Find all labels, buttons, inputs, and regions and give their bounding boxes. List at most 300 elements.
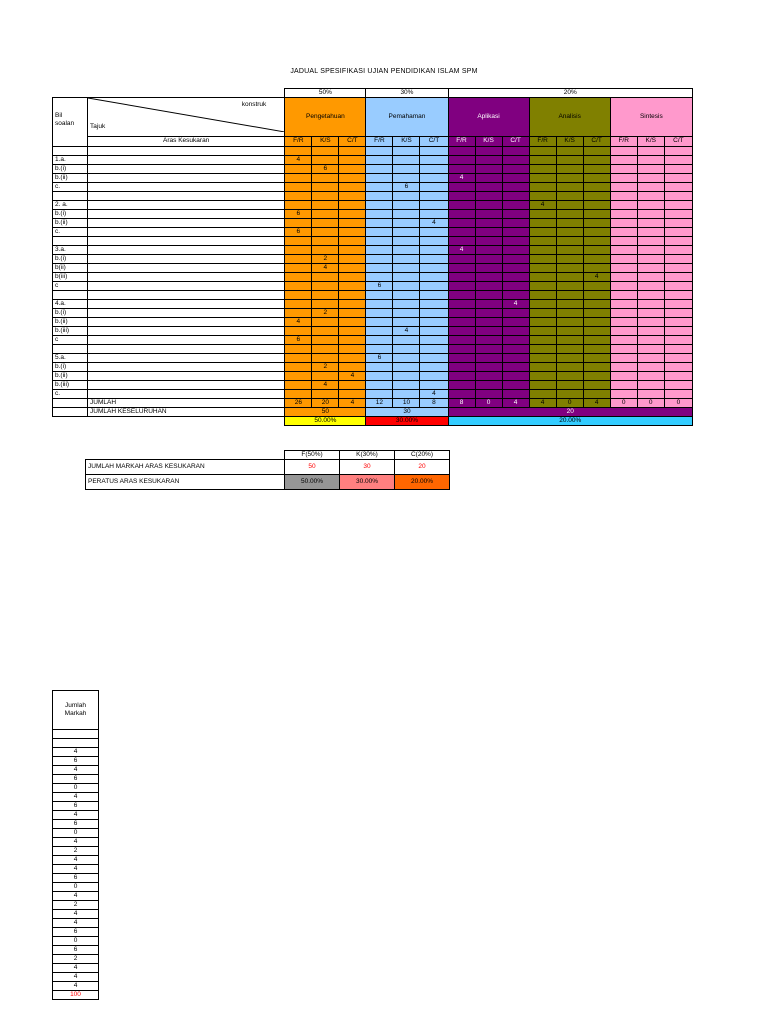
mark-cell (475, 282, 502, 291)
mark-cell (393, 381, 420, 390)
mark-cell (556, 165, 583, 174)
mark-cell (420, 327, 448, 336)
mark-cell (366, 219, 393, 228)
marks-cell: 6 (53, 820, 99, 829)
mark-cell (366, 156, 393, 165)
mark-cell (637, 381, 664, 390)
mark-cell (420, 372, 448, 381)
mark-cell (366, 246, 393, 255)
tajuk-cell (88, 354, 285, 363)
mark-cell: 4 (583, 273, 610, 282)
mark-cell (475, 336, 502, 345)
mark-cell (366, 174, 393, 183)
sub-header-cell: F/R (529, 136, 556, 146)
mark-cell (393, 345, 420, 354)
question-label: 5.a. (53, 354, 88, 363)
mark-cell: 4 (393, 327, 420, 336)
mark-cell (583, 318, 610, 327)
mark-cell (420, 300, 448, 309)
mark-cell (420, 192, 448, 201)
mark-cell (637, 291, 664, 300)
table-row (53, 318, 693, 327)
mark-cell: 6 (366, 282, 393, 291)
mark-cell (366, 381, 393, 390)
mark-cell: 2 (312, 363, 339, 372)
mark-cell (529, 174, 556, 183)
marks-header (53, 691, 99, 730)
marks-cell: 0 (53, 829, 99, 838)
summary-header-k: K(30%) (340, 451, 395, 460)
mark-cell (664, 192, 692, 201)
mark-cell (637, 183, 664, 192)
marks-row (53, 802, 99, 811)
mark-cell (420, 291, 448, 300)
jumlah-cell: 0 (637, 399, 664, 408)
construct-pengetahuan: Pengetahuan (285, 98, 366, 137)
mark-cell (502, 156, 529, 165)
mark-cell (556, 273, 583, 282)
mark-cell (393, 336, 420, 345)
marks-row (53, 901, 99, 910)
mark-cell (637, 318, 664, 327)
mark-cell (556, 156, 583, 165)
marks-row (53, 883, 99, 892)
sub-header-cell: F/R (285, 136, 312, 146)
mark-cell (285, 354, 312, 363)
table-row (53, 183, 693, 192)
mark-cell (529, 363, 556, 372)
marks-cell: 2 (53, 955, 99, 964)
mark-cell (502, 336, 529, 345)
mark-cell (637, 264, 664, 273)
mark-cell (475, 372, 502, 381)
mark-cell (529, 237, 556, 246)
mark-cell (420, 273, 448, 282)
mark-cell (610, 156, 637, 165)
question-label (53, 147, 88, 156)
table-row (53, 165, 693, 174)
mark-cell (502, 363, 529, 372)
mark-cell (610, 255, 637, 264)
mark-cell (312, 228, 339, 237)
mark-cell (285, 255, 312, 264)
table-row (53, 282, 693, 291)
mark-cell (475, 255, 502, 264)
mark-cell (664, 354, 692, 363)
question-rows (53, 147, 693, 399)
bil-soalan-header (53, 98, 88, 147)
question-label (53, 237, 88, 246)
mark-cell (393, 363, 420, 372)
mark-cell (366, 255, 393, 264)
percent-b: 30% (366, 89, 448, 98)
mark-cell (583, 246, 610, 255)
mark-cell (610, 309, 637, 318)
mark-cell (583, 192, 610, 201)
mark-cell: 4 (420, 390, 448, 399)
marks-cell: 0 (53, 784, 99, 793)
marks-cell: 6 (53, 946, 99, 955)
mark-cell (312, 183, 339, 192)
mark-cell (339, 354, 366, 363)
mark-cell (610, 390, 637, 399)
mark-cell (664, 327, 692, 336)
mark-cell (502, 174, 529, 183)
mark-cell (448, 354, 475, 363)
mark-cell (420, 255, 448, 264)
mark-cell (366, 210, 393, 219)
mark-cell: 4 (448, 174, 475, 183)
mark-cell (448, 282, 475, 291)
mark-cell (420, 228, 448, 237)
mark-cell (475, 309, 502, 318)
mark-cell (610, 219, 637, 228)
mark-cell (583, 228, 610, 237)
sub-header-cell: K/S (312, 136, 339, 146)
mark-cell (393, 147, 420, 156)
mark-cell (664, 381, 692, 390)
mark-cell (664, 300, 692, 309)
mark-cell (529, 318, 556, 327)
marks-cell: 2 (53, 847, 99, 856)
mark-cell (583, 372, 610, 381)
mark-cell (610, 201, 637, 210)
mark-cell (420, 336, 448, 345)
mark-cell (475, 228, 502, 237)
mark-cell: 4 (312, 264, 339, 273)
mark-cell (420, 201, 448, 210)
tajuk-cell (88, 390, 285, 399)
question-label: b.(i) (53, 165, 88, 174)
mark-cell (312, 354, 339, 363)
tajuk-cell (88, 147, 285, 156)
mark-cell (475, 192, 502, 201)
mark-cell (285, 237, 312, 246)
mark-cell (285, 381, 312, 390)
mark-cell (393, 291, 420, 300)
mark-cell (448, 390, 475, 399)
mark-cell (312, 237, 339, 246)
mark-cell: 6 (285, 210, 312, 219)
question-label: c. (53, 183, 88, 192)
mark-cell (664, 291, 692, 300)
mark-cell (583, 210, 610, 219)
bil-label: Bil (55, 112, 63, 119)
mark-cell (556, 354, 583, 363)
mark-cell (664, 255, 692, 264)
aras-kesukaran-label: Aras Kesukaran (88, 136, 285, 146)
mark-cell (339, 174, 366, 183)
mark-cell (502, 273, 529, 282)
mark-cell (366, 183, 393, 192)
mark-cell (393, 255, 420, 264)
mark-cell (285, 174, 312, 183)
marks-row (53, 973, 99, 982)
question-label: b.(i) (53, 210, 88, 219)
jumlah-cell: 0 (556, 399, 583, 408)
summary-markah-label: JUMLAH MARKAH ARAS KESUKARAN (86, 460, 285, 475)
mark-cell (448, 300, 475, 309)
table-row (53, 147, 693, 156)
marks-row (53, 820, 99, 829)
mark-cell (529, 165, 556, 174)
mark-cell (366, 390, 393, 399)
mark-cell (583, 147, 610, 156)
jumlah-cell: 26 (285, 399, 312, 408)
mark-cell (475, 363, 502, 372)
mark-cell (583, 165, 610, 174)
bottom-percent-b: 30.00% (366, 417, 448, 426)
mark-cell (475, 300, 502, 309)
marks-cell: 4 (53, 964, 99, 973)
mark-cell (393, 219, 420, 228)
mark-cell (393, 318, 420, 327)
mark-cell: 4 (339, 372, 366, 381)
table-row (53, 390, 693, 399)
bottom-percent-a: 50.00% (285, 417, 366, 426)
percent-row (53, 89, 693, 98)
mark-cell (312, 147, 339, 156)
mark-cell (285, 372, 312, 381)
construct-analisis: Analisis (529, 98, 610, 137)
mark-cell (502, 345, 529, 354)
table-row (53, 372, 693, 381)
mark-cell: 4 (502, 300, 529, 309)
mark-cell (529, 192, 556, 201)
marks-row (53, 910, 99, 919)
table-row (53, 255, 693, 264)
mark-cell (420, 264, 448, 273)
mark-cell (637, 363, 664, 372)
mark-cell (583, 282, 610, 291)
marks-cell: 4 (53, 910, 99, 919)
sub-header-cell: F/R (448, 136, 475, 146)
jumlah-cell: 4 (339, 399, 366, 408)
mark-cell (610, 210, 637, 219)
mark-cell (556, 327, 583, 336)
mark-cell (285, 327, 312, 336)
table-row (53, 381, 693, 390)
mark-cell (312, 372, 339, 381)
mark-cell (556, 147, 583, 156)
mark-cell: 4 (312, 381, 339, 390)
tajuk-cell (88, 363, 285, 372)
summary-markah-k: 30 (340, 460, 395, 475)
mark-cell (366, 228, 393, 237)
marks-cell: 6 (53, 802, 99, 811)
mark-cell (420, 246, 448, 255)
mark-cell (448, 309, 475, 318)
mark-cell (502, 255, 529, 264)
mark-cell (502, 246, 529, 255)
marks-row (53, 856, 99, 865)
jumlah-cell: 0 (664, 399, 692, 408)
mark-cell (664, 390, 692, 399)
marks-cell: 4 (53, 865, 99, 874)
mark-cell (475, 174, 502, 183)
mark-cell (285, 282, 312, 291)
mark-cell (610, 192, 637, 201)
mark-cell (393, 264, 420, 273)
mark-cell (448, 264, 475, 273)
mark-cell (339, 255, 366, 264)
question-label: b(iii) (53, 273, 88, 282)
mark-cell (529, 183, 556, 192)
mark-cell (664, 147, 692, 156)
page-title: JADUAL SPESIFIKASI UJIAN PENDIDIKAN ISLAM SPM (290, 68, 478, 75)
mark-cell (610, 237, 637, 246)
mark-cell (285, 363, 312, 372)
mark-cell: 4 (420, 219, 448, 228)
table-row (53, 300, 693, 309)
mark-cell (502, 210, 529, 219)
mark-cell (637, 345, 664, 354)
mark-cell (583, 345, 610, 354)
mark-cell (583, 390, 610, 399)
mark-cell: 4 (285, 156, 312, 165)
tajuk-cell (88, 219, 285, 228)
mark-cell (664, 156, 692, 165)
mark-cell (637, 165, 664, 174)
percent-a: 50% (285, 89, 366, 98)
mark-cell (610, 300, 637, 309)
summary-header-f: F(50%) (285, 451, 340, 460)
mark-cell (610, 165, 637, 174)
mark-cell: 6 (285, 228, 312, 237)
mark-cell: 4 (529, 201, 556, 210)
percent-c: 20% (448, 89, 693, 98)
mark-cell (312, 192, 339, 201)
mark-cell (475, 183, 502, 192)
mark-cell (420, 318, 448, 327)
marks-row (53, 847, 99, 856)
mark-cell (448, 201, 475, 210)
mark-cell (339, 183, 366, 192)
mark-cell (339, 147, 366, 156)
mark-cell (420, 210, 448, 219)
mark-cell (502, 327, 529, 336)
mark-cell (637, 201, 664, 210)
mark-cell (556, 318, 583, 327)
mark-cell (529, 336, 556, 345)
question-label: 4.a. (53, 300, 88, 309)
mark-cell (583, 291, 610, 300)
marks-row (53, 964, 99, 973)
mark-cell (312, 300, 339, 309)
marks-cell: 6 (53, 775, 99, 784)
mark-cell (448, 165, 475, 174)
mark-cell (664, 219, 692, 228)
mark-cell (475, 318, 502, 327)
question-label: c. (53, 390, 88, 399)
mark-cell (637, 309, 664, 318)
mark-cell (556, 201, 583, 210)
mark-cell (556, 210, 583, 219)
mark-cell (448, 192, 475, 201)
mark-cell (312, 345, 339, 354)
mark-cell (664, 246, 692, 255)
mark-cell (556, 183, 583, 192)
mark-cell (556, 264, 583, 273)
marks-cell: 6 (53, 757, 99, 766)
question-label (53, 291, 88, 300)
jumlah-cell: 10 (393, 399, 420, 408)
mark-cell (285, 273, 312, 282)
mark-cell (556, 228, 583, 237)
marks-cell: 4 (53, 856, 99, 865)
mark-cell (502, 165, 529, 174)
marks-row (53, 937, 99, 946)
question-label: c (53, 282, 88, 291)
mark-cell (610, 264, 637, 273)
table-row (53, 291, 693, 300)
question-label: b.(ii) (53, 174, 88, 183)
mark-cell (339, 264, 366, 273)
mark-cell (448, 336, 475, 345)
mark-cell (339, 291, 366, 300)
jumlah-cell: 12 (366, 399, 393, 408)
tajuk-cell (88, 273, 285, 282)
mark-cell (664, 372, 692, 381)
mark-cell (502, 147, 529, 156)
mark-cell (420, 183, 448, 192)
marks-cell: 4 (53, 811, 99, 820)
jumlah-cell: 20 (312, 399, 339, 408)
sub-header-cell: C/T (664, 136, 692, 146)
mark-cell (637, 255, 664, 264)
mark-cell (475, 246, 502, 255)
mark-cell (475, 147, 502, 156)
keseluruhan-a: 50 (285, 408, 366, 417)
mark-cell (285, 201, 312, 210)
summary-header-row (86, 451, 450, 460)
jumlah-cell: 4 (529, 399, 556, 408)
marks-row (53, 955, 99, 964)
mark-cell (312, 156, 339, 165)
mark-cell (502, 237, 529, 246)
mark-cell (339, 345, 366, 354)
mark-cell (448, 327, 475, 336)
mark-cell (312, 390, 339, 399)
mark-cell (529, 210, 556, 219)
marks-cell: 4 (53, 748, 99, 757)
mark-cell (339, 165, 366, 174)
mark-cell (366, 165, 393, 174)
mark-cell (583, 300, 610, 309)
sub-header-cell: F/R (366, 136, 393, 146)
mark-cell (475, 390, 502, 399)
marks-cell: 4 (53, 838, 99, 847)
mark-cell (420, 354, 448, 363)
marks-cell: 0 (53, 937, 99, 946)
mark-cell (664, 264, 692, 273)
marks-values (53, 730, 99, 991)
mark-cell: 4 (448, 246, 475, 255)
marks-row (53, 982, 99, 991)
mark-cell (502, 282, 529, 291)
mark-cell (420, 147, 448, 156)
mark-cell (610, 174, 637, 183)
mark-cell (610, 246, 637, 255)
summary-markah-f: 50 (285, 460, 340, 475)
mark-cell (339, 237, 366, 246)
mark-cell (420, 165, 448, 174)
mark-cell (637, 147, 664, 156)
question-label: b.(i) (53, 363, 88, 372)
jumlah-cell: 8 (448, 399, 475, 408)
mark-cell (366, 147, 393, 156)
mark-cell (556, 345, 583, 354)
